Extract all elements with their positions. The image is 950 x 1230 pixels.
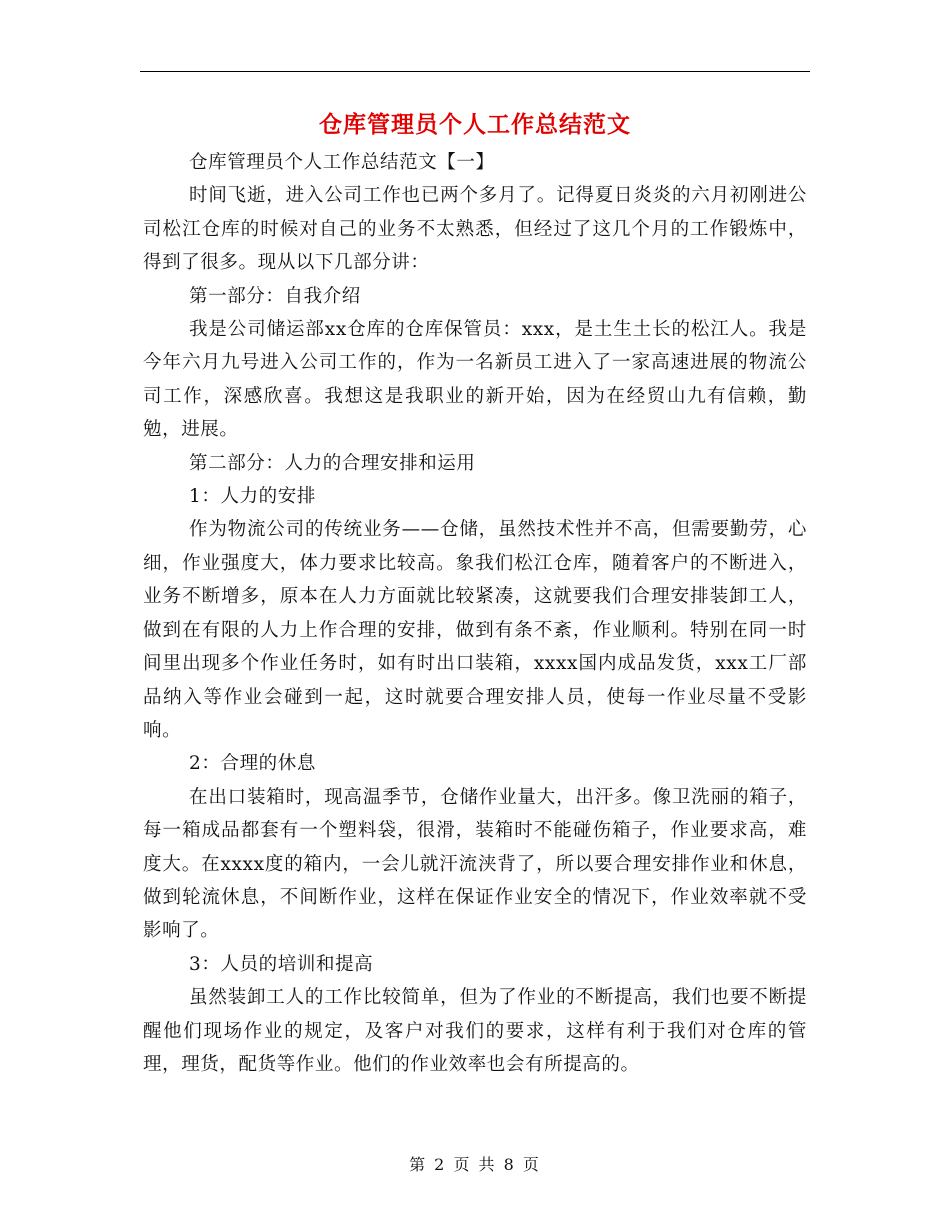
paragraph-intro: 时间飞逝，进入公司工作也已两个多月了。记得夏日炎炎的六月初刚进公司松江仓库的时候对自己的业务不太熟悉，但经过了这几个月的工作锻炼中，得到了很多。现从以下几部分讲： — [143, 185, 807, 274]
section-heading-part-two: 第二部分：人力的合理安排和运用 — [189, 452, 476, 474]
page-number: 第 2 页 共 8 页 — [409, 1155, 541, 1174]
paragraph-staff-training: 虽然装卸工人的工作比较简单，但为了作业的不断提高，我们也要不断提醒他们现场作业的规定，及客户对我们的要求，这样有利于我们对仓库的管理，理货，配货等作业。他们的作业效率也会有所提高的。 — [143, 987, 807, 1075]
paragraph-self-introduction: 我是公司储运部xx仓库的仓库保管员：xxx，是土生土长的松江人。我是今年六月九号进入公司工作的，作为一名新员工进入了一家高速进展的物流公司工作，深感欣喜。我想这是我职业的新开始，因为在经贸山九有信赖，勤勉，进展。 — [143, 319, 807, 441]
paragraph-manpower-arrangement: 作为物流公司的传统业务——仓储，虽然技术性并不高，但需要勤劳，心细，作业强度大，体力要求比较高。象我们松江仓库，随着客户的不断进入，业务不断增多，原本在人力方面就比较紧凑，这就要我们合理安排装卸工人，做到在有限的人力上作合理的安排，做到有条不紊，作业顺利。特别在同一时间里出现多个作业任务时，如有时出口装箱，xxxx国内成品发货，xxx工厂部品纳入等作业会碰到一起，这时就要合理安排人员，使每一作业尽量不受影响。 — [143, 519, 807, 741]
document-title: 仓库管理员个人工作总结范文 — [319, 111, 631, 138]
section-heading-part-one: 第一部分：自我介绍 — [189, 285, 361, 307]
document-body — [143, 146, 807, 1081]
paragraph-subtitle: 仓库管理员个人工作总结范文【一】 — [189, 152, 495, 173]
subheading-staff-training: 3：人员的培训和提高 — [189, 953, 374, 975]
subheading-manpower-arrangement: 1：人力的安排 — [189, 486, 316, 508]
paragraph-reasonable-rest: 在出口装箱时，现高温季节，仓储作业量大，出汗多。像卫洗丽的箱子，每一箱成品都套有一个塑料袋，很滑，装箱时不能碰伤箱子，作业要求高，难度大。在xxxx度的箱内，一会儿就汗流浃背了，所以要合理安排作业和休息，做到轮流休息，不间断作业，这样在保证作业安全的情况下，作业效率就不受影响了。 — [143, 786, 807, 942]
header-rule — [140, 71, 810, 72]
subheading-reasonable-rest: 2：合理的休息 — [189, 753, 316, 775]
